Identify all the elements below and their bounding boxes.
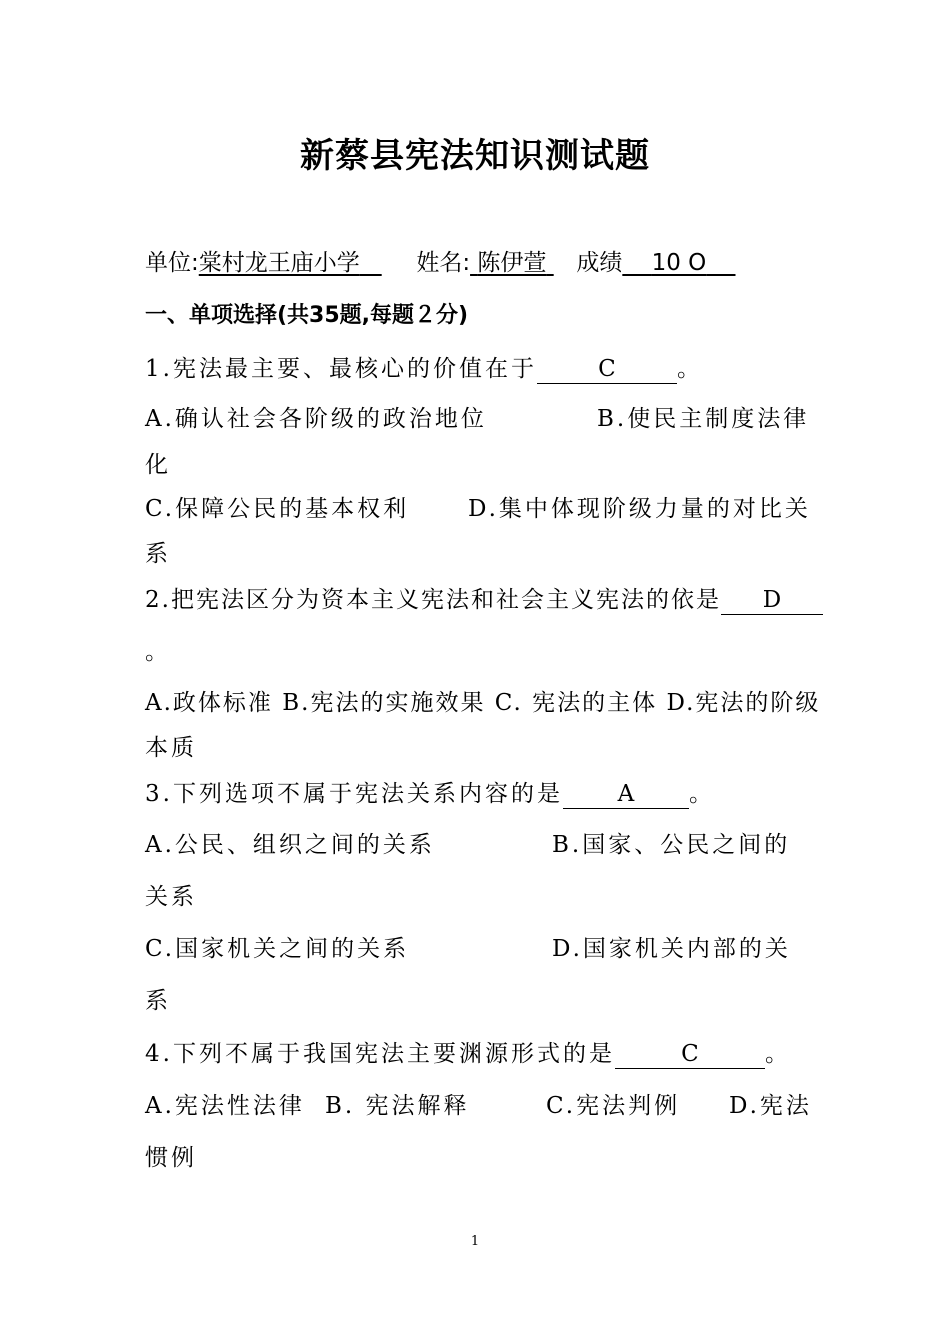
option-d-wrap: 系 — [145, 541, 171, 567]
option-a: A.公民、组织之间的关系 — [145, 832, 435, 858]
option-b-wrap: 化 — [145, 452, 171, 478]
header-info — [145, 244, 736, 277]
option-d-wrap: 系 — [145, 988, 171, 1014]
option-a: A.确认社会各阶级的政治地位 — [145, 406, 487, 432]
options-wrap: 本质 — [145, 735, 197, 761]
name-value: 陈伊萱 — [477, 250, 547, 276]
option-d: D.集中体现阶级力量的对比关 — [468, 496, 811, 522]
section-heading: 一、单项选择(共35题,每题２分) — [145, 303, 469, 328]
option-d: D.国家机关内部的关 — [552, 936, 791, 962]
unit-value: 棠村龙王庙小学 — [198, 250, 360, 276]
question-2 — [145, 581, 823, 615]
name-label: 姓名: — [416, 250, 471, 276]
unit-label: 单位: — [145, 250, 199, 276]
option-a: A.宪法性法律 — [145, 1093, 305, 1119]
answer-blank: D — [721, 587, 823, 615]
answer-blank: C — [615, 1041, 765, 1069]
score-label: 成绩 — [576, 250, 623, 276]
question-stem: 3.下列选项不属于宪法关系内容的是 — [145, 781, 563, 807]
option-b: B.使民主制度法律 — [597, 406, 810, 432]
page-number: 1 — [470, 1234, 480, 1249]
option-d: D.宪法 — [729, 1093, 812, 1119]
option-c: C.宪法判例 — [546, 1093, 681, 1119]
question-stem: 2.把宪法区分为资本主义宪法和社会主义宪法的依是 — [145, 587, 721, 613]
option-b-wrap: 关系 — [145, 884, 197, 910]
option-c: C.保障公民的基本权利 — [145, 496, 410, 522]
question-stem: 4.下列不属于我国宪法主要渊源形式的是 — [145, 1041, 615, 1067]
question-1: 1.宪法最主要、最核心的价值在于 C 。 — [145, 356, 703, 382]
option-c: C.国家机关之间的关系 — [145, 936, 410, 962]
question-3: 3.下列选项不属于宪法关系内容的是 A 。 — [145, 781, 715, 807]
answer-blank: C — [537, 356, 677, 384]
option-b: B. 宪法解释 — [325, 1093, 470, 1119]
question-2-end: 。 — [145, 639, 171, 665]
option-d-wrap: 惯例 — [145, 1145, 197, 1171]
score-value: 10 O — [651, 250, 707, 276]
question-stem: 1.宪法最主要、最核心的价值在于 — [145, 356, 537, 382]
option-b: B.国家、公民之间的 — [552, 832, 791, 858]
answer-blank: A — [563, 781, 689, 809]
question-4: 4.下列不属于我国宪法主要渊源形式的是 C 。 — [145, 1041, 791, 1067]
document-title: 新蔡县宪法知识测试题 — [300, 136, 650, 176]
options-row: A.政体标准 B.宪法的实施效果 C. 宪法的主体 D.宪法的阶级 — [145, 690, 821, 716]
